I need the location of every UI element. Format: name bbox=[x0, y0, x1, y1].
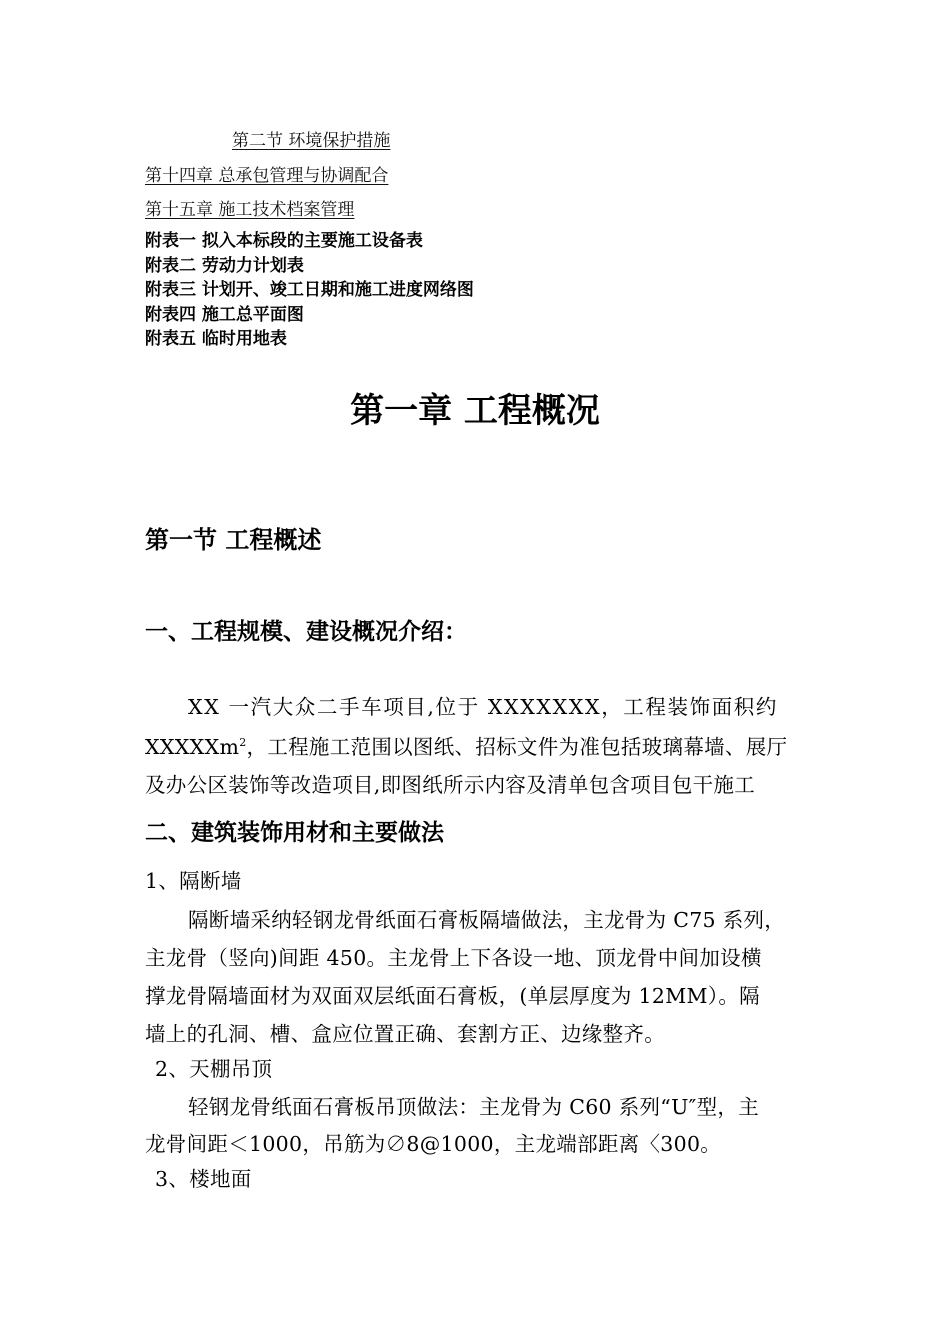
item-title: 1、隔断墙 bbox=[145, 869, 242, 893]
part1-heading: 一、工程规模、建设概况介绍： bbox=[145, 619, 467, 645]
toc-item[interactable]: 第二节 环境保护措施 bbox=[232, 131, 391, 151]
appendix-list bbox=[145, 229, 474, 352]
item-title: 2、天棚吊顶 bbox=[155, 1057, 273, 1081]
appendix-item: 附表一 拟入本标段的主要施工设备表 bbox=[145, 231, 423, 251]
area-unit-superscript: 2 bbox=[239, 736, 247, 750]
appendix-item: 附表三 计划开、竣工日期和施工进度网络图 bbox=[145, 280, 474, 300]
area-value: XXXXXm bbox=[145, 735, 240, 759]
paragraph-line: 墙上的孔洞、槽、盒应位置正确、套割方正、边缘整齐。 bbox=[145, 1022, 665, 1046]
paragraph-line: 及办公区装饰等改造项目,即图纸所示内容及清单包含项目包干施工 bbox=[145, 773, 756, 797]
paragraph-line: 主龙骨（竖向)间距 450。主龙骨上下各设一地、顶龙骨中间加设横 bbox=[145, 946, 762, 970]
paragraph-line: 轻钢龙骨纸面石膏板吊顶做法：主龙骨为 C60 系列“U″型，主 bbox=[188, 1095, 760, 1119]
appendix-item: 附表五 临时用地表 bbox=[145, 329, 287, 349]
paragraph-line: XX 一汽大众二手车项目,位于 XXXXXXX，工程装饰面积约 bbox=[188, 695, 778, 719]
appendix-item: 附表二 劳动力计划表 bbox=[145, 255, 304, 276]
section-title: 第一节 工程概述 bbox=[145, 526, 322, 554]
paragraph-line: 撑龙骨隔墙面材为双面双层纸面石膏板，(单层厚度为 12MM）。隔 bbox=[145, 984, 760, 1008]
toc-item[interactable]: 第十五章 施工技术档案管理 bbox=[145, 200, 355, 220]
toc-item[interactable]: 第十四章 总承包管理与协调配合 bbox=[145, 166, 389, 186]
paragraph-line: 龙骨间距＜1000，吊筋为∅8@1000，主龙端部距离〈300。 bbox=[145, 1132, 722, 1156]
chapter-title: 第一章 工程概况 bbox=[350, 391, 600, 431]
appendix-item: 附表四 施工总平面图 bbox=[145, 304, 304, 325]
part2-heading: 二、建筑装饰用材和主要做法 bbox=[145, 820, 444, 846]
paragraph-line: 隔断墙采纳轻钢龙骨纸面石膏板隔墙做法，主龙骨为 C75 系列， bbox=[188, 908, 786, 932]
paragraph-line bbox=[145, 730, 787, 760]
paragraph-text: ，工程施工范围以图纸、招标文件为准包括玻璃幕墙、展厅 bbox=[246, 735, 788, 759]
item-title: 3、楼地面 bbox=[155, 1167, 252, 1191]
